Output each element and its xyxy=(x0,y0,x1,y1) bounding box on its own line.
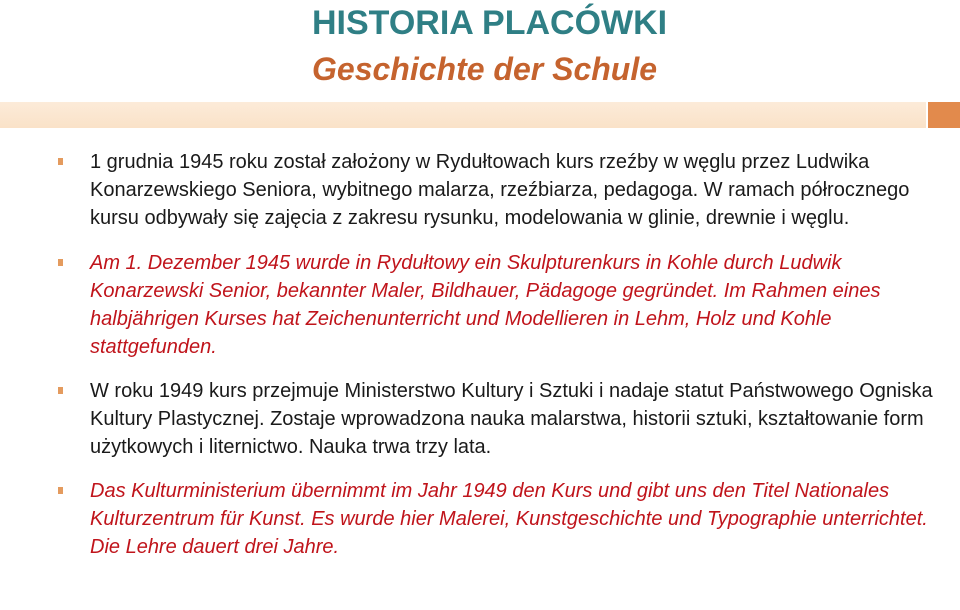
list-item-german-1945 xyxy=(58,249,938,361)
content-list xyxy=(58,148,938,561)
list-item-text: 1 grudnia 1945 roku został założony w Rydułtowach kurs rzeźby w węglu przez Ludwika Konarzewskiego Seniora, wybitnego malarza, rzeźbiarza, pedagoga. W ramach półrocznego kursu odbywały się zajęcia z zakresu rysunku, modelowania w glinie, drewnie i węglu. xyxy=(90,151,910,229)
accent-bar xyxy=(0,102,960,128)
accent-bar-light-segment xyxy=(0,102,926,128)
page-title-german: Geschichte der Schule xyxy=(312,51,658,87)
page-title-polish: HISTORIA PLACÓWKI xyxy=(312,4,668,42)
list-item-text: Das Kulturministerium übernimmt im Jahr 1949 den Kurs und gibt uns den Titel Nationales Kulturzentrum für Kunst. Es wurde hier Malerei, Kunstgeschichte und Typographie unterrichtet. Die Lehre dauert drei Jahre. xyxy=(90,480,928,558)
list-item-polish-1949 xyxy=(58,377,938,461)
list-item-text: W roku 1949 kurs przejmuje Ministerstwo Kultury i Sztuki i nadaje statut Państwowego Ogniska Kultury Plastycznej. Zostaje wprowadzona nauka malarstwa, historii sztuki, kształtowanie form użytkowych i liternictwo. Nauka trwa trzy lata. xyxy=(90,380,933,458)
list-item-german-1949 xyxy=(58,477,938,561)
title-block xyxy=(312,2,932,89)
square-bullet-icon xyxy=(58,487,63,494)
square-bullet-icon xyxy=(58,259,63,266)
square-bullet-icon xyxy=(58,158,63,165)
list-item-text: Am 1. Dezember 1945 wurde in Rydułtowy ein Skulpturenkurs in Kohle durch Ludwik Konarzewski Senior, bekannter Maler, Bildhauer, Pädagoge gegründet. Im Rahmen eines halbjährigen Kurses hat Zeichenunterricht und Modellieren in Lehm, Holz und Kohle stattgefunden. xyxy=(90,252,881,358)
square-bullet-icon xyxy=(58,387,63,394)
accent-bar-dark-segment xyxy=(928,102,960,128)
list-item-polish-1945 xyxy=(58,148,938,232)
